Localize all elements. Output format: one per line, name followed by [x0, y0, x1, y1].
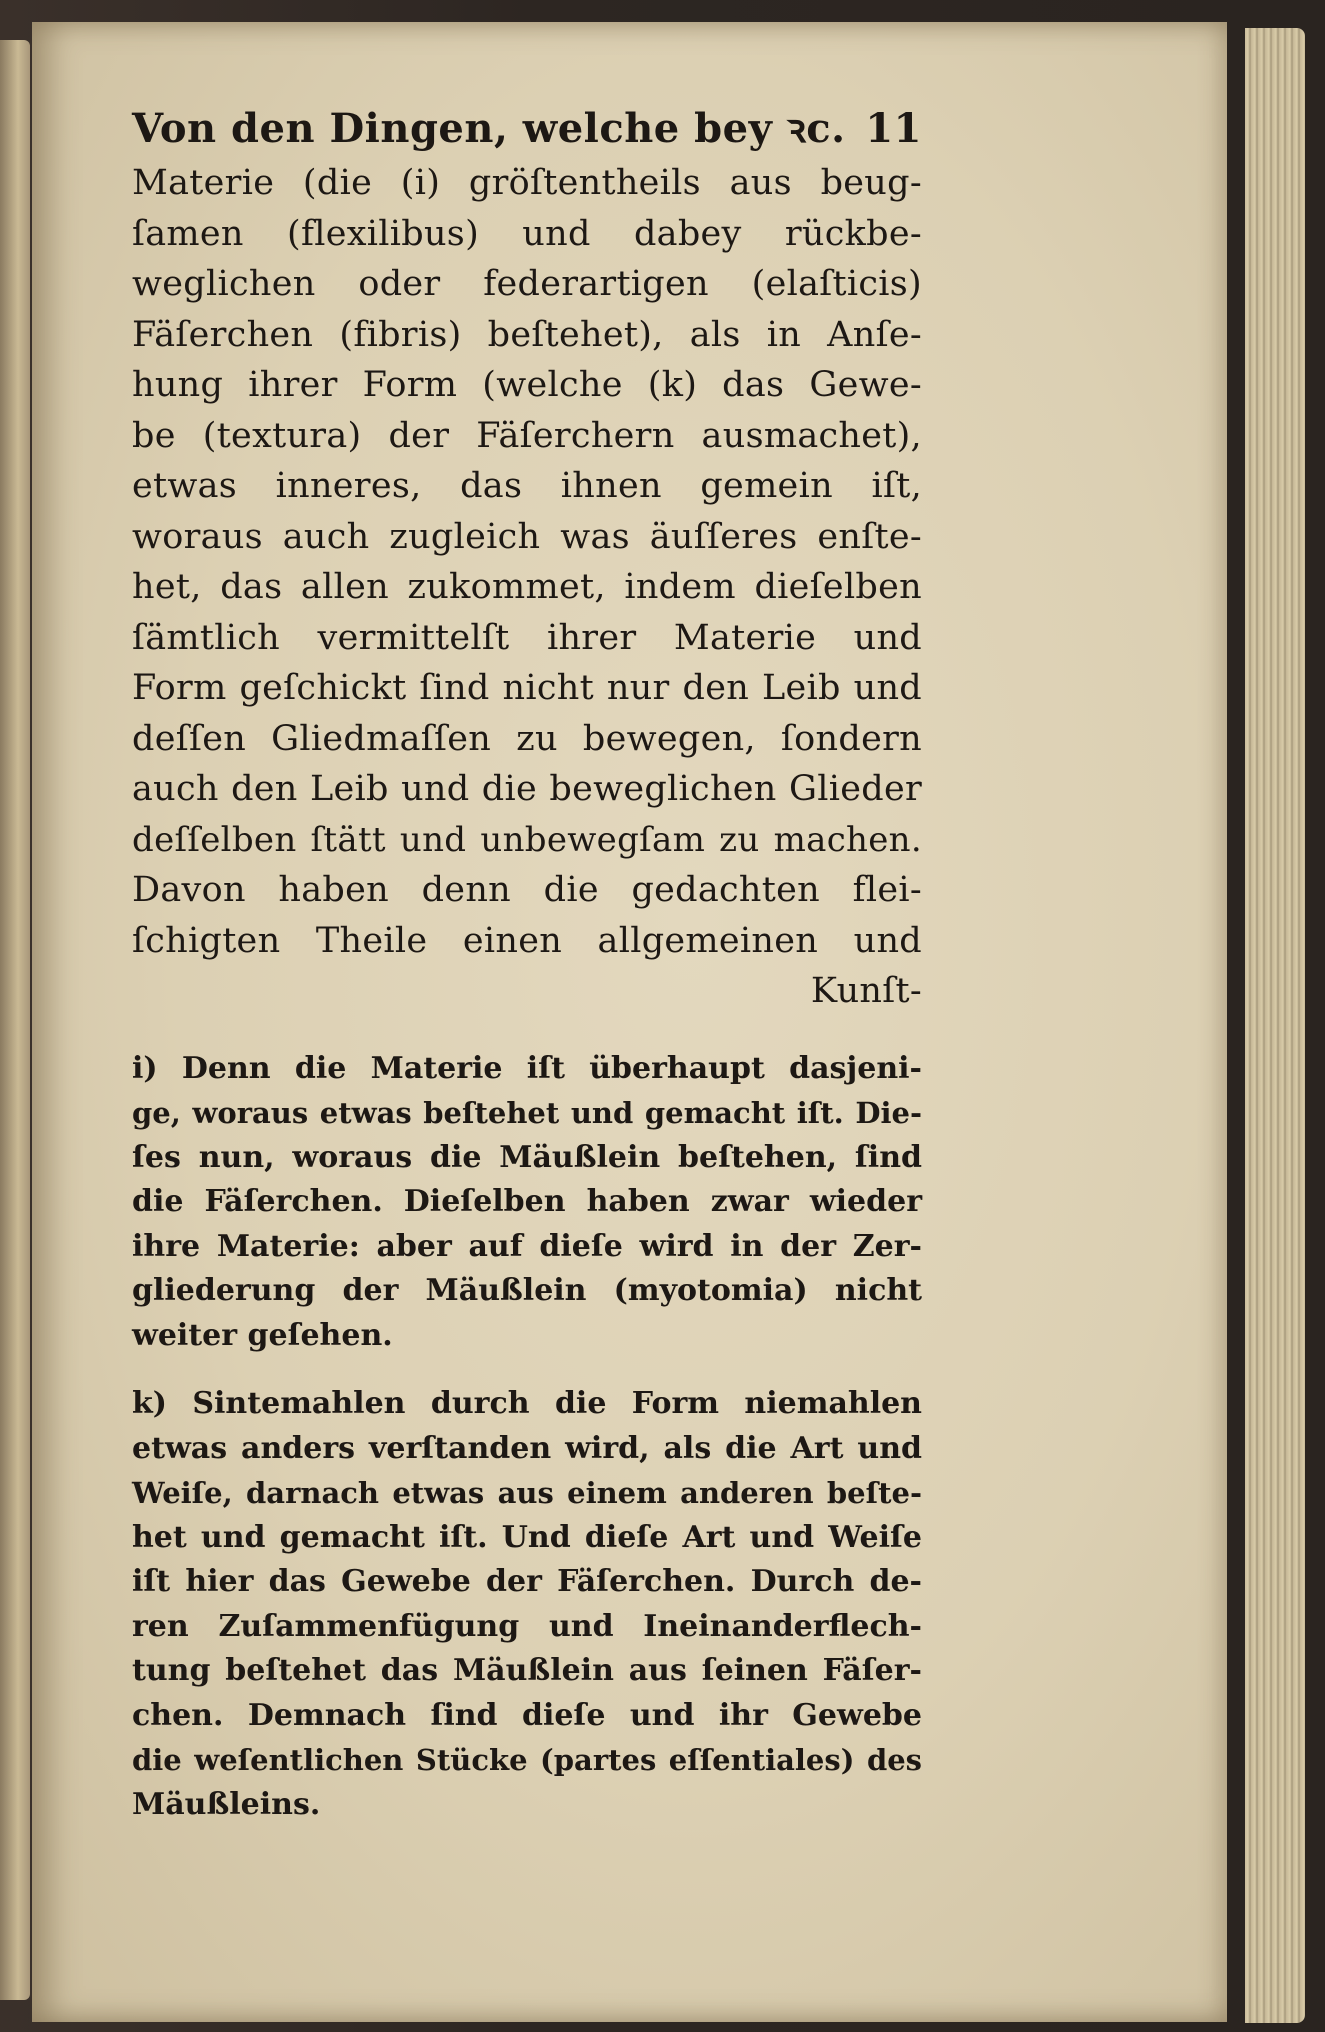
text-line: ſchigten Theile einen allgemeinen und	[132, 920, 922, 961]
running-title: Von den Dingen, welche bey ꝛc.	[132, 105, 846, 152]
footnote-line: chen. Demnach ſind dieſe und ihr Gewebe	[132, 1697, 922, 1733]
footnote-line: etwas anders verſtanden wird, als die Art und	[132, 1430, 922, 1466]
footnote-line: gliederung der Mäußlein (myotomia) nicht	[132, 1273, 922, 1308]
footnote-k	[132, 1382, 922, 1827]
footnote-line: ſes nun, woraus die Mäußlein beſtehen, ſind	[132, 1139, 922, 1175]
text-line: hung ihrer Form (welche (k) das Gewe-	[132, 365, 922, 405]
main-text	[132, 158, 922, 1017]
footnote-line: i) Denn die Materie iſt überhaupt dasjeni-	[132, 1050, 922, 1086]
text-line: Davon haben denn die gedachten flei-	[132, 870, 922, 910]
text-line: ſamen (flexilibus) und dabey rückbe-	[132, 213, 922, 254]
running-header	[132, 100, 922, 158]
text-line: auch den Leib und die beweglichen Glieder	[132, 769, 922, 809]
book-page	[32, 22, 1227, 2022]
text-line: Form geſchickt ſind nicht nur den Leib und	[132, 668, 922, 708]
footnote-line: tung beſtehet das Mäußlein aus ſeinen Fäſer-	[132, 1653, 922, 1688]
text-line: woraus auch zugleich was äuſſeres enſte-	[132, 516, 922, 557]
text-line: Materie (die (i) gröſtentheils aus beug-	[132, 163, 922, 203]
footnote-line: het und gemacht iſt. Und dieſe Art und Weiſe	[132, 1519, 922, 1555]
footnote-line: weiter geſehen.	[132, 1317, 393, 1353]
page-block-edges	[1245, 28, 1305, 2023]
footnote-line: ren Zuſammenfügung und Ineinanderflech-	[132, 1608, 922, 1644]
text-line: ſämtlich vermittelſt ihrer Materie und	[132, 617, 922, 658]
text-line: deſſen Gliedmaſſen zu bewegen, ſondern	[132, 718, 922, 759]
catchword: Kunſt-	[810, 971, 922, 1011]
footnote-i	[132, 1047, 922, 1359]
text-line: Fäſerchen (fibris) beſtehet), als in Anſe-	[132, 314, 922, 355]
footnote-line: Mäußleins.	[132, 1786, 321, 1822]
text-block	[132, 100, 922, 1827]
footnote-line: die weſentlichen Stücke (partes eſſentiales) des	[132, 1743, 922, 1777]
footnote-line: ge, woraus etwas beſtehet und gemacht iſt. Die-	[132, 1096, 922, 1130]
footnote-line: ihre Materie: aber auf dieſe wird in der Zer-	[132, 1228, 922, 1264]
footnote-line: Weiſe, darnach etwas aus einem anderen beſte-	[132, 1476, 922, 1510]
previous-page-edge	[0, 40, 30, 2000]
footnote-line: iſt hier das Gewebe der Fäſerchen. Durch de-	[132, 1564, 922, 1599]
text-line: deſſelben ſtätt und unbewegſam zu machen.	[132, 819, 922, 860]
text-line: etwas inneres, das ihnen gemein iſt,	[132, 466, 922, 506]
text-line: weglichen oder federartigen (elaſticis)	[132, 264, 922, 304]
page-number: 11	[865, 105, 922, 152]
footnote-line: k) Sintemahlen durch die Form niemahlen	[132, 1386, 922, 1421]
text-line: be (textura) der Fäſerchern ausmachet),	[132, 415, 922, 456]
text-line: het, das allen zukommet, indem dieſelben	[132, 567, 922, 607]
footnote-line: die Fäſerchen. Dieſelben haben zwar wieder	[132, 1184, 922, 1219]
